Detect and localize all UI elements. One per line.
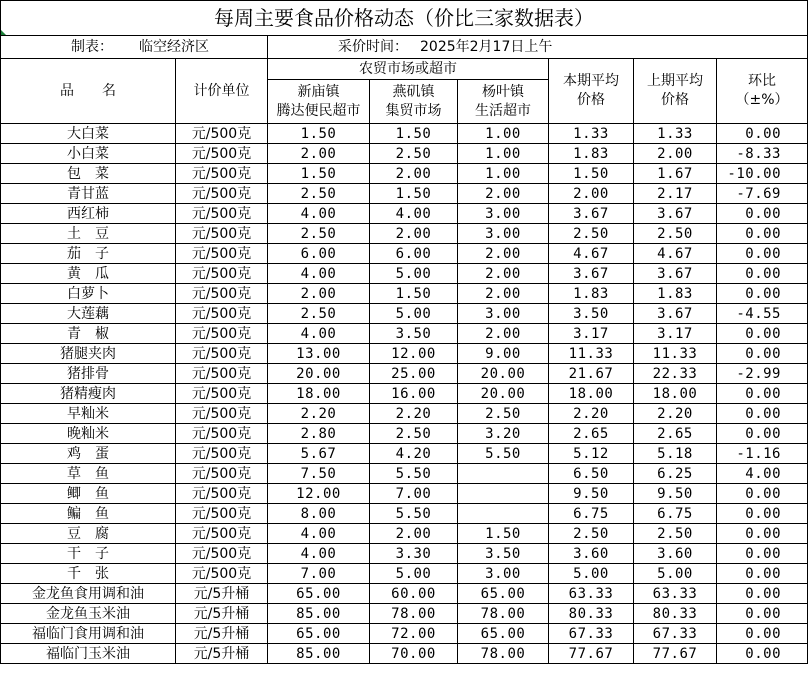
cell-prev-avg[interactable]: 5.18 [634, 444, 717, 464]
cell-market-1-price[interactable]: 2.50 [268, 184, 370, 204]
table-row [1, 204, 808, 224]
cell-market-1-price[interactable]: 8.00 [268, 504, 370, 524]
cell-unit[interactable]: 元/500克 [176, 224, 268, 244]
cell-current-avg[interactable]: 6.50 [549, 464, 634, 484]
cell-change[interactable]: 0.00 [717, 224, 808, 244]
cell-market-2-price[interactable]: 4.00 [370, 204, 458, 224]
cell-change[interactable]: -7.69 [717, 184, 808, 204]
cell-item-name[interactable]: 福临门玉米油 [1, 644, 176, 664]
cell-prev-avg[interactable]: 3.67 [634, 204, 717, 224]
cell-prev-avg[interactable]: 77.67 [634, 644, 717, 664]
cell-current-avg[interactable]: 2.50 [549, 224, 634, 244]
cell-market-2-price[interactable]: 2.00 [370, 164, 458, 184]
cell-market-2-price[interactable]: 4.20 [370, 444, 458, 464]
cell-market-1-price[interactable]: 65.00 [268, 584, 370, 604]
header-change-line2: （±%） [735, 92, 789, 108]
cell-market-2-price[interactable]: 5.50 [370, 504, 458, 524]
cell-change[interactable]: 0.00 [717, 564, 808, 584]
cell-prev-avg[interactable]: 2.50 [634, 524, 717, 544]
cell-change[interactable]: 0.00 [717, 204, 808, 224]
table-row [1, 364, 808, 384]
cell-current-avg[interactable]: 80.33 [549, 604, 634, 624]
cell-market-1-price[interactable]: 2.50 [268, 224, 370, 244]
cell-market-1-price[interactable]: 7.50 [268, 464, 370, 484]
cell-change[interactable]: -8.33 [717, 144, 808, 164]
cell-change[interactable]: 0.00 [717, 324, 808, 344]
cell-market-2-price[interactable]: 16.00 [370, 384, 458, 404]
cell-unit[interactable]: 元/500克 [176, 424, 268, 444]
cell-unit[interactable]: 元/500克 [176, 444, 268, 464]
table-row [1, 624, 808, 644]
cell-market-1-price[interactable]: 13.00 [268, 344, 370, 364]
cell-unit[interactable]: 元/500克 [176, 364, 268, 384]
cell-unit[interactable]: 元/5升桶 [176, 624, 268, 644]
cell-market-2-price[interactable]: 72.00 [370, 624, 458, 644]
cell-item-name[interactable]: 豆 腐 [1, 524, 176, 544]
sheet-title: 每周主要食品价格动态（价比三家数据表） [214, 6, 594, 30]
header-current-avg-line1: 本期平均 [563, 73, 619, 90]
cell-current-avg[interactable]: 67.33 [549, 624, 634, 644]
cell-item-name[interactable]: 猪排骨 [1, 364, 176, 384]
cell-change[interactable]: 0.00 [717, 344, 808, 364]
cell-unit[interactable]: 元/500克 [176, 244, 268, 264]
cell-market-3-price[interactable] [458, 504, 549, 524]
header-change [717, 59, 808, 124]
cell-unit[interactable]: 元/500克 [176, 344, 268, 364]
header-market-2 [370, 80, 458, 124]
cell-item-name[interactable]: 鲫 鱼 [1, 484, 176, 504]
cell-unit[interactable]: 元/500克 [176, 404, 268, 424]
cell-unit[interactable]: 元/500克 [176, 264, 268, 284]
cell-market-2-price[interactable]: 1.50 [370, 284, 458, 304]
cell-prev-avg[interactable]: 1.33 [634, 124, 717, 144]
cell-unit[interactable]: 元/500克 [176, 384, 268, 404]
cell-change[interactable]: -1.16 [717, 444, 808, 464]
cell-unit[interactable]: 元/5升桶 [176, 584, 268, 604]
maker-cell [1, 36, 268, 59]
cell-market-2-price[interactable]: 3.30 [370, 544, 458, 564]
cell-current-avg[interactable]: 2.50 [549, 524, 634, 544]
cell-change[interactable]: 0.00 [717, 404, 808, 424]
cell-indicator-icon [1, 30, 6, 35]
cell-market-2-price[interactable]: 1.50 [370, 124, 458, 144]
cell-market-3-price[interactable]: 3.20 [458, 424, 549, 444]
cell-market-1-price[interactable]: 65.00 [268, 624, 370, 644]
header-market-group-label: 农贸市场或超市 [359, 61, 457, 78]
cell-market-3-price[interactable]: 2.00 [458, 244, 549, 264]
cell-unit[interactable]: 元/500克 [176, 164, 268, 184]
cell-item-name[interactable]: 大莲藕 [1, 304, 176, 324]
maker-value: 临空经济区 [139, 39, 209, 55]
cell-current-avg[interactable]: 2.20 [549, 404, 634, 424]
cell-item-name[interactable]: 猪腿夹肉 [1, 344, 176, 364]
cell-market-2-price[interactable]: 5.00 [370, 264, 458, 284]
cell-change[interactable]: 4.00 [717, 464, 808, 484]
header-market-1 [268, 80, 370, 124]
cell-market-1-price[interactable]: 5.67 [268, 444, 370, 464]
date-value: 2025年2月17日上午 [420, 39, 553, 55]
cell-item-name[interactable]: 早籼米 [1, 404, 176, 424]
cell-unit[interactable]: 元/500克 [176, 324, 268, 344]
cell-prev-avg[interactable]: 3.17 [634, 324, 717, 344]
cell-prev-avg[interactable]: 9.50 [634, 484, 717, 504]
cell-item-name[interactable]: 鸡 蛋 [1, 444, 176, 464]
cell-prev-avg[interactable]: 6.25 [634, 464, 717, 484]
cell-change[interactable]: 0.00 [717, 544, 808, 564]
date-cell [268, 36, 808, 59]
cell-market-3-price[interactable]: 5.50 [458, 444, 549, 464]
cell-change[interactable]: 0.00 [717, 624, 808, 644]
cell-market-1-price[interactable]: 2.00 [268, 284, 370, 304]
cell-item-name[interactable]: 千 张 [1, 564, 176, 584]
header-change-line1: 环比 [748, 73, 776, 90]
header-market-1-line1: 新庙镇 [297, 83, 340, 100]
cell-prev-avg[interactable]: 18.00 [634, 384, 717, 404]
cell-prev-avg[interactable]: 11.33 [634, 344, 717, 364]
cell-change[interactable]: -2.99 [717, 364, 808, 384]
header-market-3 [458, 80, 549, 124]
cell-market-2-price[interactable]: 12.00 [370, 344, 458, 364]
cell-change[interactable]: 0.00 [717, 524, 808, 544]
cell-unit[interactable]: 元/500克 [176, 564, 268, 584]
cell-item-name[interactable]: 白萝卜 [1, 284, 176, 304]
cell-prev-avg[interactable]: 3.67 [634, 304, 717, 324]
cell-change[interactable]: -10.00 [717, 164, 808, 184]
cell-market-1-price[interactable]: 2.50 [268, 304, 370, 324]
cell-item-name[interactable]: 猪精瘦肉 [1, 384, 176, 404]
cell-market-3-price[interactable] [458, 464, 549, 484]
cell-market-1-price[interactable]: 4.00 [268, 204, 370, 224]
table-row [1, 324, 808, 344]
cell-market-2-price[interactable]: 78.00 [370, 604, 458, 624]
cell-prev-avg[interactable]: 5.00 [634, 564, 717, 584]
table-row [1, 184, 808, 204]
header-unit [176, 59, 268, 124]
cell-current-avg[interactable]: 5.00 [549, 564, 634, 584]
cell-market-3-price[interactable]: 2.00 [458, 184, 549, 204]
table-row [1, 424, 808, 444]
cell-market-1-price[interactable]: 4.00 [268, 264, 370, 284]
table-row [1, 304, 808, 324]
cell-market-1-price[interactable]: 4.00 [268, 544, 370, 564]
cell-market-1-price[interactable]: 20.00 [268, 364, 370, 384]
cell-change[interactable]: 0.00 [717, 124, 808, 144]
cell-market-3-price[interactable]: 2.00 [458, 264, 549, 284]
cell-market-3-price[interactable]: 3.50 [458, 544, 549, 564]
cell-change[interactable]: 0.00 [717, 424, 808, 444]
cell-change[interactable]: 0.00 [717, 504, 808, 524]
cell-prev-avg[interactable]: 3.60 [634, 544, 717, 564]
cell-market-3-price[interactable]: 2.00 [458, 284, 549, 304]
cell-current-avg[interactable]: 3.50 [549, 304, 634, 324]
cell-market-1-price[interactable]: 6.00 [268, 244, 370, 264]
cell-unit[interactable]: 元/500克 [176, 464, 268, 484]
cell-market-3-price[interactable]: 1.50 [458, 524, 549, 544]
cell-market-3-price[interactable]: 78.00 [458, 644, 549, 664]
cell-item-name[interactable]: 干 子 [1, 544, 176, 564]
cell-prev-avg[interactable]: 2.17 [634, 184, 717, 204]
cell-unit[interactable]: 元/500克 [176, 544, 268, 564]
cell-unit[interactable]: 元/500克 [176, 204, 268, 224]
cell-market-3-price[interactable]: 1.00 [458, 124, 549, 144]
header-unit-label: 计价单位 [193, 83, 250, 99]
cell-current-avg[interactable]: 4.67 [549, 244, 634, 264]
cell-item-name[interactable]: 青 椒 [1, 324, 176, 344]
cell-market-2-price[interactable]: 2.00 [370, 224, 458, 244]
table-row [1, 404, 808, 424]
cell-market-2-price[interactable]: 5.00 [370, 304, 458, 324]
header-market-3-line1: 杨叶镇 [482, 83, 524, 100]
cell-change[interactable]: 0.00 [717, 584, 808, 604]
cell-market-2-price[interactable]: 2.50 [370, 424, 458, 444]
cell-current-avg[interactable]: 1.83 [549, 284, 634, 304]
cell-market-3-price[interactable]: 65.00 [458, 584, 549, 604]
table-row [1, 524, 808, 544]
table-row [1, 164, 808, 184]
cell-current-avg[interactable]: 1.33 [549, 124, 634, 144]
cell-market-3-price[interactable]: 3.00 [458, 304, 549, 324]
cell-change[interactable]: 0.00 [717, 484, 808, 504]
cell-market-1-price[interactable]: 85.00 [268, 644, 370, 664]
cell-market-1-price[interactable]: 85.00 [268, 604, 370, 624]
header-prev-avg [634, 59, 717, 124]
cell-current-avg[interactable]: 1.83 [549, 144, 634, 164]
cell-item-name[interactable]: 金龙鱼食用调和油 [1, 584, 176, 604]
sheet-title-cell [1, 1, 808, 36]
maker-label: 制表： [71, 39, 113, 55]
cell-item-name[interactable]: 青甘蓝 [1, 184, 176, 204]
cell-unit[interactable]: 元/500克 [176, 484, 268, 504]
table-row [1, 144, 808, 164]
header-name [1, 59, 176, 124]
table-row [1, 224, 808, 244]
cell-prev-avg[interactable]: 2.65 [634, 424, 717, 444]
cell-market-1-price[interactable]: 4.00 [268, 324, 370, 344]
cell-market-3-price[interactable]: 65.00 [458, 624, 549, 644]
cell-current-avg[interactable]: 3.60 [549, 544, 634, 564]
cell-unit[interactable]: 元/500克 [176, 304, 268, 324]
header-current-avg-line2: 价格 [577, 92, 605, 108]
cell-market-2-price[interactable]: 7.00 [370, 484, 458, 504]
cell-market-3-price[interactable]: 1.00 [458, 144, 549, 164]
cell-unit[interactable]: 元/500克 [176, 284, 268, 304]
cell-market-3-price[interactable] [458, 484, 549, 504]
cell-market-2-price[interactable]: 6.00 [370, 244, 458, 264]
cell-market-2-price[interactable]: 25.00 [370, 364, 458, 384]
cell-market-3-price[interactable]: 20.00 [458, 384, 549, 404]
cell-market-2-price[interactable]: 2.00 [370, 524, 458, 544]
cell-current-avg[interactable]: 6.75 [549, 504, 634, 524]
cell-item-name[interactable]: 土 豆 [1, 224, 176, 244]
table-row [1, 344, 808, 364]
cell-market-1-price[interactable]: 2.20 [268, 404, 370, 424]
cell-item-name[interactable]: 包 菜 [1, 164, 176, 184]
table-row [1, 264, 808, 284]
cell-market-1-price[interactable]: 4.00 [268, 524, 370, 544]
cell-prev-avg[interactable]: 2.20 [634, 404, 717, 424]
cell-unit[interactable]: 元/500克 [176, 124, 268, 144]
table-row [1, 504, 808, 524]
header-current-avg [549, 59, 634, 124]
cell-current-avg[interactable]: 3.67 [549, 264, 634, 284]
cell-current-avg[interactable]: 2.65 [549, 424, 634, 444]
cell-market-2-price[interactable]: 70.00 [370, 644, 458, 664]
cell-market-1-price[interactable]: 2.00 [268, 144, 370, 164]
cell-item-name[interactable]: 鳊 鱼 [1, 504, 176, 524]
cell-market-3-price[interactable]: 3.00 [458, 204, 549, 224]
table-row [1, 564, 808, 584]
cell-current-avg[interactable]: 9.50 [549, 484, 634, 504]
cell-market-1-price[interactable]: 12.00 [268, 484, 370, 504]
table-row [1, 284, 808, 304]
cell-current-avg[interactable]: 1.50 [549, 164, 634, 184]
cell-prev-avg[interactable]: 3.67 [634, 264, 717, 284]
cell-current-avg[interactable]: 11.33 [549, 344, 634, 364]
cell-market-2-price[interactable]: 5.00 [370, 564, 458, 584]
cell-item-name[interactable]: 大白菜 [1, 124, 176, 144]
cell-market-3-price[interactable]: 2.50 [458, 404, 549, 424]
table-row [1, 644, 808, 664]
header-name-label: 品 名 [60, 83, 116, 99]
cell-item-name[interactable]: 西红柿 [1, 204, 176, 224]
cell-market-1-price[interactable]: 1.50 [268, 124, 370, 144]
cell-prev-avg[interactable]: 2.00 [634, 144, 717, 164]
cell-prev-avg[interactable]: 2.50 [634, 224, 717, 244]
cell-item-name[interactable]: 福临门食用调和油 [1, 624, 176, 644]
cell-market-3-price[interactable]: 78.00 [458, 604, 549, 624]
table-row [1, 464, 808, 484]
cell-item-name[interactable]: 茄 子 [1, 244, 176, 264]
cell-item-name[interactable]: 黄 瓜 [1, 264, 176, 284]
cell-item-name[interactable]: 小白菜 [1, 144, 176, 164]
cell-change[interactable]: 0.00 [717, 284, 808, 304]
cell-prev-avg[interactable]: 67.33 [634, 624, 717, 644]
cell-market-2-price[interactable]: 5.50 [370, 464, 458, 484]
cell-market-2-price[interactable]: 1.50 [370, 184, 458, 204]
cell-current-avg[interactable]: 3.67 [549, 204, 634, 224]
cell-change[interactable]: 0.00 [717, 604, 808, 624]
cell-change[interactable]: -4.55 [717, 304, 808, 324]
cell-change[interactable]: 0.00 [717, 244, 808, 264]
cell-market-3-price[interactable]: 3.00 [458, 564, 549, 584]
cell-unit[interactable]: 元/500克 [176, 184, 268, 204]
table-row [1, 604, 808, 624]
cell-market-3-price[interactable]: 20.00 [458, 364, 549, 384]
cell-market-1-price[interactable]: 2.80 [268, 424, 370, 444]
table-row [1, 544, 808, 564]
cell-unit[interactable]: 元/500克 [176, 524, 268, 544]
cell-item-name[interactable]: 金龙鱼玉米油 [1, 604, 176, 624]
cell-prev-avg[interactable]: 63.33 [634, 584, 717, 604]
cell-current-avg[interactable]: 21.67 [549, 364, 634, 384]
cell-prev-avg[interactable]: 1.67 [634, 164, 717, 184]
date-label: 采价时间： [338, 39, 408, 55]
cell-market-2-price[interactable]: 2.20 [370, 404, 458, 424]
table-row [1, 484, 808, 504]
header-market-2-line2: 集贸市场 [385, 102, 442, 119]
header-market-group [268, 59, 549, 80]
cell-market-1-price[interactable]: 18.00 [268, 384, 370, 404]
cell-item-name[interactable]: 晚籼米 [1, 424, 176, 444]
cell-current-avg[interactable]: 3.17 [549, 324, 634, 344]
cell-prev-avg[interactable]: 1.83 [634, 284, 717, 304]
cell-unit[interactable]: 元/500克 [176, 504, 268, 524]
table-row [1, 384, 808, 404]
cell-market-2-price[interactable]: 2.50 [370, 144, 458, 164]
cell-market-3-price[interactable]: 2.00 [458, 324, 549, 344]
cell-current-avg[interactable]: 77.67 [549, 644, 634, 664]
header-market-1-line2: 腾达便民超市 [276, 102, 361, 119]
cell-unit[interactable]: 元/5升桶 [176, 644, 268, 664]
cell-change[interactable]: 0.00 [717, 644, 808, 664]
cell-market-1-price[interactable]: 7.00 [268, 564, 370, 584]
table-row [1, 584, 808, 604]
cell-unit[interactable]: 元/5升桶 [176, 604, 268, 624]
cell-unit[interactable]: 元/500克 [176, 144, 268, 164]
table-row [1, 444, 808, 464]
cell-change[interactable]: 0.00 [717, 384, 808, 404]
cell-change[interactable]: 0.00 [717, 264, 808, 284]
cell-current-avg[interactable]: 5.12 [549, 444, 634, 464]
table-row [1, 124, 808, 144]
cell-market-2-price[interactable]: 60.00 [370, 584, 458, 604]
cell-prev-avg[interactable]: 6.75 [634, 504, 717, 524]
header-market-2-line1: 燕矶镇 [392, 83, 435, 100]
header-prev-avg-line1: 上期平均 [647, 73, 703, 90]
table-row [1, 244, 808, 264]
header-market-3-line2: 生活超市 [475, 102, 531, 119]
cell-market-3-price[interactable]: 9.00 [458, 344, 549, 364]
cell-market-3-price[interactable]: 3.00 [458, 224, 549, 244]
cell-current-avg[interactable]: 18.00 [549, 384, 634, 404]
cell-current-avg[interactable]: 2.00 [549, 184, 634, 204]
cell-prev-avg[interactable]: 4.67 [634, 244, 717, 264]
cell-market-2-price[interactable]: 3.50 [370, 324, 458, 344]
cell-prev-avg[interactable]: 22.33 [634, 364, 717, 384]
cell-prev-avg[interactable]: 80.33 [634, 604, 717, 624]
cell-current-avg[interactable]: 63.33 [549, 584, 634, 604]
cell-item-name[interactable]: 草 鱼 [1, 464, 176, 484]
cell-market-3-price[interactable]: 1.00 [458, 164, 549, 184]
cell-market-1-price[interactable]: 1.50 [268, 164, 370, 184]
header-prev-avg-line2: 价格 [661, 92, 689, 108]
